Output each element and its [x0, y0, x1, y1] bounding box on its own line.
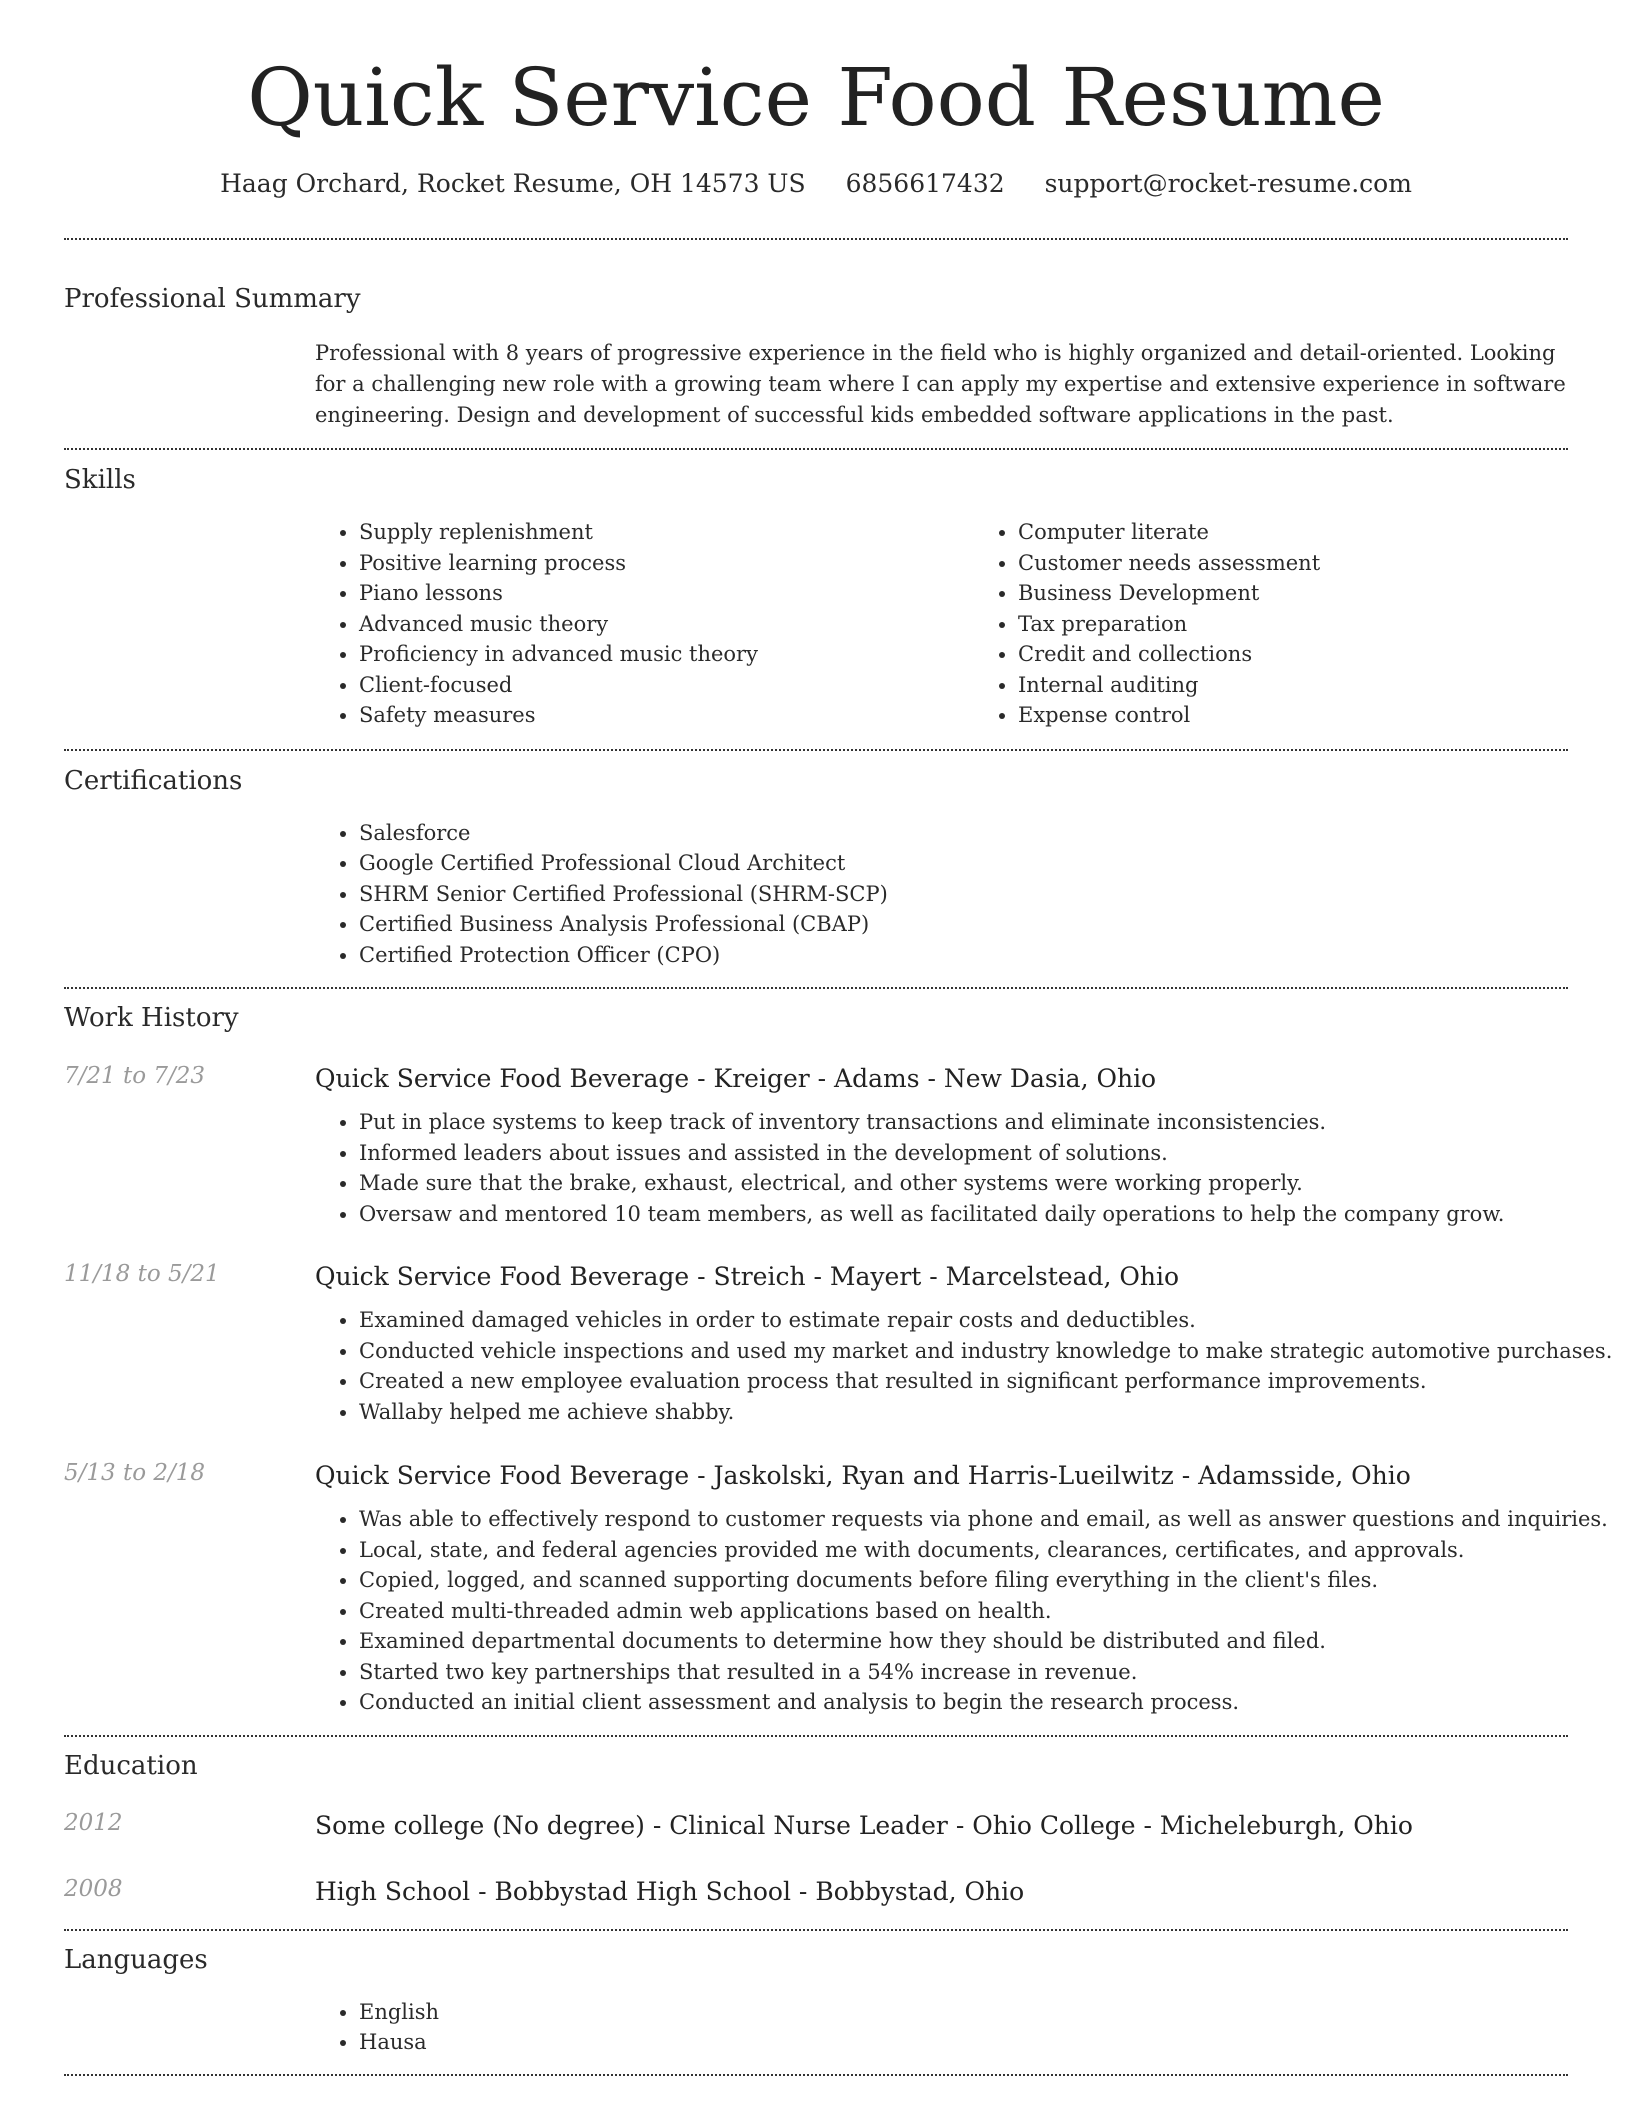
skill-item: • Internal auditing	[1018, 670, 1632, 701]
job-bullet: • Created multi-threaded admin web applications based on health.	[359, 1596, 1568, 1627]
certifications-content	[315, 818, 1568, 971]
job-title: Quick Service Food Beverage - Streich - Mayert - Marcelstead, Ohio	[315, 1262, 1180, 1291]
section-divider	[64, 2074, 1568, 2076]
job-bullet: • Local, state, and federal agencies provided me with documents, clearances, certificates, and approvals.	[359, 1535, 1568, 1566]
job-entry	[64, 1261, 1613, 1427]
work-history-heading: Work History	[64, 1003, 239, 1033]
skills-list-left	[315, 517, 974, 731]
languages-content	[315, 1997, 1568, 2058]
skill-item: • Expense control	[1018, 700, 1632, 731]
job-dates: 5/13 to 2/18	[64, 1460, 206, 1486]
skill-item: • Supply replenishment	[359, 517, 974, 548]
languages-heading: Languages	[64, 1944, 208, 1975]
job-bullets	[315, 1107, 1568, 1229]
skill-item: • Customer needs assessment	[1018, 548, 1632, 579]
resume-title: Quick Service Food Resume	[247, 51, 1385, 144]
skill-item: • Positive learning process	[359, 548, 974, 579]
job-bullets	[315, 1305, 1613, 1427]
education-section	[64, 1737, 1568, 1929]
certifications-section	[64, 751, 1568, 988]
job-bullet: • Conducted an initial client assessment and analysis to begin the research process.	[359, 1687, 1568, 1718]
skills-list-right	[974, 517, 1632, 731]
job-bullet: • Made sure that the brake, exhaust, electrical, and other systems were working properly.	[359, 1168, 1568, 1199]
certifications-heading: Certifications	[64, 765, 243, 796]
skill-item: • Client-focused	[359, 670, 974, 701]
certification-item: • Certified Protection Officer (CPO)	[359, 940, 1568, 971]
job-entry	[64, 1460, 1608, 1718]
job-entry	[64, 1063, 1568, 1229]
contact-phone: 6856617432	[845, 169, 1005, 198]
summary-heading: Professional Summary	[64, 284, 361, 314]
language-item: • Hausa	[359, 2027, 1568, 2058]
education-heading: Education	[64, 1750, 198, 1781]
work-history-section	[64, 989, 1613, 1735]
job-bullet: • Examined damaged vehicles in order to estimate repair costs and deductibles.	[359, 1305, 1568, 1336]
languages-list	[315, 1997, 1568, 2058]
certifications-list	[315, 818, 1568, 971]
skill-item: • Advanced music theory	[359, 609, 974, 640]
job-bullet: • Wallaby helped me achieve shabby.	[359, 1397, 1568, 1428]
skill-item: • Computer literate	[1018, 517, 1632, 548]
certification-item: • Salesforce	[359, 818, 1568, 849]
certification-item: • Google Certified Professional Cloud Architect	[359, 848, 1568, 879]
education-year: 2012	[64, 1809, 123, 1836]
job-bullet: • Conducted vehicle inspections and used my market and industry knowledge to make strategic automotive purchases.	[359, 1336, 1568, 1367]
skills-section	[64, 450, 1568, 749]
job-bullet: • Examined departmental documents to determine how they should be distributed and filed.	[359, 1626, 1568, 1657]
education-entry	[64, 1876, 1568, 1907]
job-bullet: • Started two key partnerships that resulted in a 54% increase in revenue.	[359, 1657, 1568, 1688]
contact-line	[64, 169, 1568, 198]
education-entry	[64, 1810, 1568, 1841]
resume-page	[64, 0, 1613, 2076]
skills-heading: Skills	[64, 465, 136, 495]
job-bullet: • Was able to effectively respond to customer requests via phone and email, as well as answer questions and inquiries.	[359, 1504, 1568, 1535]
certification-item: • SHRM Senior Certified Professional (SHRM-SCP)	[359, 879, 1568, 910]
summary-text: Professional with 8 years of progressive experience in the field who is highly organized and detail-oriented. Looking for a challenging new role with a growing team where I can apply my expertise and extensive experience in software engineering. Design and development of successful kids embedded software applications in the past.	[315, 341, 1566, 427]
job-bullet: • Created a new employee evaluation process that resulted in significant performance improvements.	[359, 1366, 1568, 1397]
certification-item: • Certified Business Analysis Professional (CBAP)	[359, 909, 1568, 940]
education-year: 2008	[64, 1875, 123, 1902]
education-title: High School - Bobbystad High School - Bobbystad, Ohio	[315, 1876, 1025, 1906]
contact-email: support@rocket-resume.com	[1044, 169, 1412, 198]
skill-item: • Tax preparation	[1018, 609, 1632, 640]
language-item: • English	[359, 1997, 1568, 2028]
job-bullet: • Informed leaders about issues and assisted in the development of solutions.	[359, 1138, 1568, 1169]
summary-section	[64, 240, 1568, 448]
job-bullet: • Oversaw and mentored 10 team members, as well as facilitated daily operations to help the company grow.	[359, 1199, 1568, 1230]
skill-item: • Safety measures	[359, 700, 974, 731]
contact-address: Haag Orchard, Rocket Resume, OH 14573 US	[220, 169, 806, 198]
job-title: Quick Service Food Beverage - Jaskolski, Ryan and Harris-Lueilwitz - Adamsside, Ohio	[315, 1461, 1411, 1490]
skill-item: • Proficiency in advanced music theory	[359, 639, 974, 670]
skills-columns	[315, 517, 1568, 731]
job-bullet: • Copied, logged, and scanned supporting documents before filing everything in the client's files.	[359, 1565, 1568, 1596]
job-dates: 11/18 to 5/21	[64, 1261, 220, 1287]
job-bullet: • Put in place systems to keep track of inventory transactions and eliminate inconsistencies.	[359, 1107, 1568, 1138]
skill-item: • Piano lessons	[359, 578, 974, 609]
job-bullets	[315, 1504, 1608, 1718]
languages-section	[64, 1931, 1568, 2074]
job-title: Quick Service Food Beverage - Kreiger - Adams - New Dasia, Ohio	[315, 1064, 1157, 1093]
skill-item: • Credit and collections	[1018, 639, 1632, 670]
skill-item: • Business Development	[1018, 578, 1632, 609]
summary-content	[315, 338, 1568, 431]
education-title: Some college (No degree) - Clinical Nurse Leader - Ohio College - Micheleburgh, Ohio	[315, 1810, 1413, 1840]
job-dates: 7/21 to 7/23	[64, 1063, 206, 1089]
